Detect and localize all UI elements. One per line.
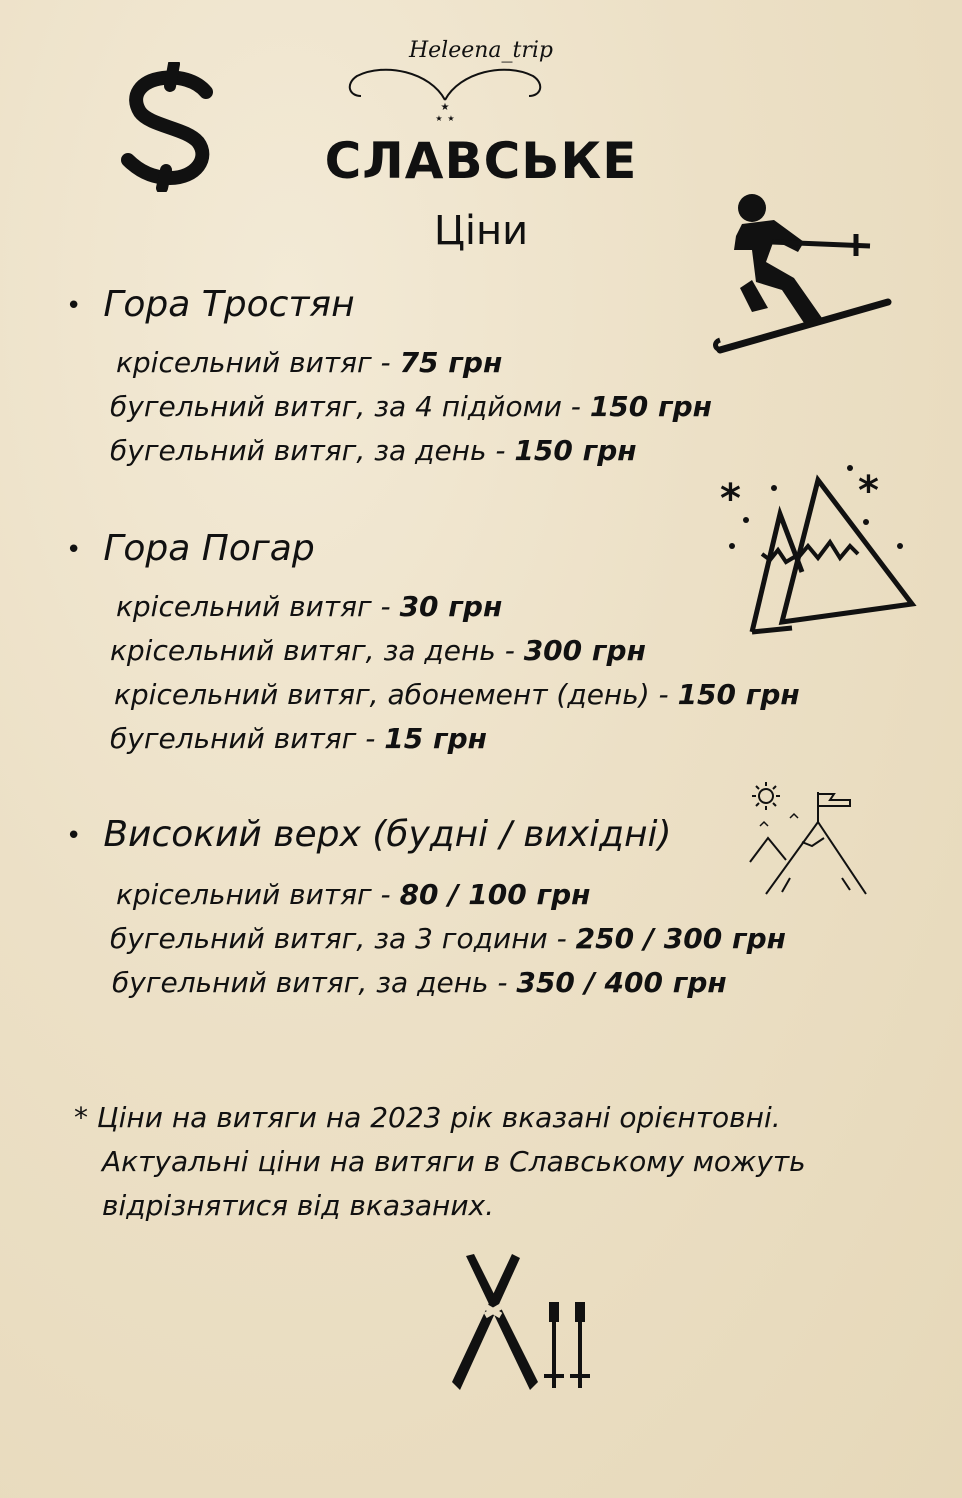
- section-name: Високий верх (будні / вихідні): [103, 814, 672, 855]
- price-value: 15 грн: [384, 722, 487, 755]
- price-line: [110, 434, 637, 467]
- price-label: крісельний витяг -: [116, 346, 400, 379]
- price-label: крісельний витяг -: [116, 878, 400, 911]
- svg-text:★: ★: [447, 114, 455, 123]
- price-value: 250 / 300 грн: [575, 922, 786, 955]
- svg-text:*: *: [720, 476, 741, 522]
- price-value: 150 грн: [677, 678, 800, 711]
- price-label: бугельний витяг, за 3 години -: [110, 922, 576, 955]
- price-value: 350 / 400 грн: [516, 966, 727, 999]
- svg-text:★: ★: [435, 114, 443, 123]
- price-label: бугельний витяг, за 4 підйоми -: [110, 390, 590, 423]
- price-label: крісельний витяг -: [116, 590, 400, 623]
- price-label: бугельний витяг -: [110, 722, 385, 755]
- price-label: бугельний витяг, за день -: [112, 966, 517, 999]
- page-title: СЛАВСЬКЕ: [324, 132, 638, 190]
- section-heading-vysokyi-verkh: [66, 814, 672, 855]
- section-name: Гора Погар: [103, 528, 315, 569]
- bullet: •: [66, 291, 82, 321]
- section-name: Гора Тростян: [103, 284, 355, 325]
- dollar-icon: [118, 62, 228, 192]
- skier-icon: [712, 190, 897, 365]
- price-line: [116, 878, 590, 911]
- note-line-3: відрізнятися від вказаних.: [102, 1189, 495, 1222]
- section-heading-trostyan: [66, 284, 355, 325]
- brand-ornament: [345, 62, 545, 126]
- page-subtitle: Ціни: [433, 208, 529, 254]
- price-line: [112, 966, 727, 999]
- mountain-flag-icon: [746, 778, 872, 900]
- price-line: [110, 722, 487, 755]
- price-value: 150 грн: [589, 390, 713, 423]
- note-line-2: Актуальні ціни на витяги в Славському можуть: [102, 1145, 806, 1178]
- price-label: крісельний витяг, абонемент (день) -: [114, 678, 678, 711]
- price-value: 80 / 100 грн: [399, 878, 591, 911]
- price-label: бугельний витяг, за день -: [110, 434, 515, 467]
- mountains-icon: [712, 462, 922, 642]
- price-value: 75 грн: [399, 346, 503, 379]
- svg-text:*: *: [858, 468, 879, 514]
- svg-text:★: ★: [440, 102, 450, 113]
- price-value: 150 грн: [514, 434, 637, 467]
- price-label: крісельний витяг, за день -: [110, 634, 524, 667]
- price-line: [116, 346, 502, 379]
- skis-icon: [444, 1252, 604, 1394]
- price-line: [110, 922, 786, 955]
- price-line: [110, 390, 712, 423]
- note-line-1: * Ціни на витяги на 2023 рік вказані орієнтовні.: [74, 1101, 781, 1134]
- bullet: •: [66, 821, 82, 851]
- price-line: [110, 634, 646, 667]
- price-value: 30 грн: [399, 590, 503, 623]
- price-line: [116, 590, 502, 623]
- price-line: [114, 678, 800, 711]
- brand-logo-text: Heleena_trip: [408, 38, 554, 63]
- bullet: •: [66, 535, 82, 565]
- price-value: 300 грн: [523, 634, 646, 667]
- section-heading-pohar: [66, 528, 315, 569]
